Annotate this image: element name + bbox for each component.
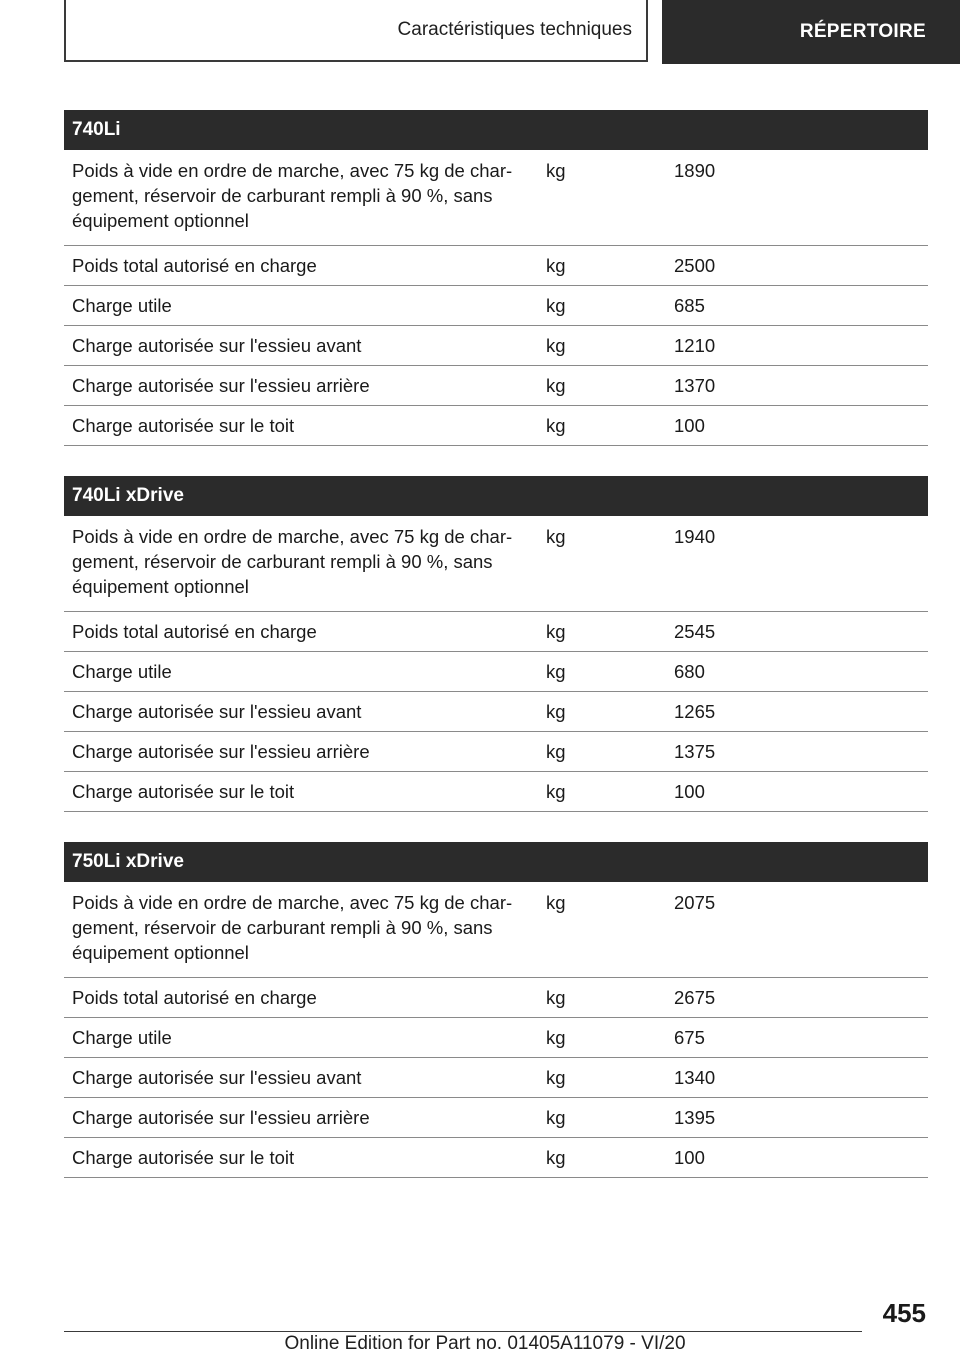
row-value: 100 [674, 415, 705, 436]
row-label: Poids à vide en ordre de marche, avec 75 kg de char-gement, réservoir de carburant rempli à 90 %, sans équipement optionnel [72, 892, 513, 963]
row-label: Charge utile [72, 1027, 172, 1048]
row-label: Charge autorisée sur l'essieu arrière [72, 741, 370, 762]
row-unit: kg [546, 1147, 566, 1168]
row-label: Poids à vide en ordre de marche, avec 75 kg de char-gement, réservoir de carburant rempli à 90 %, sans équipement optionnel [72, 160, 513, 231]
table-row [64, 882, 928, 978]
row-value: 1375 [674, 741, 716, 762]
table-row [64, 326, 928, 366]
row-unit: kg [546, 1067, 566, 1088]
row-unit: kg [546, 295, 566, 316]
section-title: Caractéristiques techniques [397, 19, 632, 40]
table-row [64, 246, 928, 286]
table-title: 740Li xDrive [64, 476, 928, 516]
row-value: 1940 [674, 526, 716, 547]
table-row [64, 692, 928, 732]
row-unit: kg [546, 526, 566, 547]
row-unit: kg [546, 621, 566, 642]
row-value: 1890 [674, 160, 716, 181]
row-label: Charge autorisée sur le toit [72, 415, 295, 436]
row-label: Charge autorisée sur le toit [72, 1147, 295, 1168]
row-unit: kg [546, 781, 566, 802]
table-row [64, 1098, 928, 1138]
row-unit: kg [546, 701, 566, 722]
row-value: 2075 [674, 892, 716, 913]
row-value: 1370 [674, 375, 716, 396]
row-label: Poids total autorisé en charge [72, 255, 317, 276]
row-value: 1210 [674, 335, 716, 356]
table-row [64, 772, 928, 812]
row-unit: kg [546, 1027, 566, 1048]
table-row [64, 978, 928, 1018]
spec-table-740li [64, 110, 928, 446]
row-unit: kg [546, 892, 566, 913]
row-value: 2545 [674, 621, 716, 642]
table-row [64, 1138, 928, 1178]
table-row [64, 286, 928, 326]
row-label: Poids total autorisé en charge [72, 621, 317, 642]
row-label: Charge autorisée sur l'essieu arrière [72, 375, 370, 396]
table-row [64, 612, 928, 652]
row-value: 100 [674, 1147, 705, 1168]
edition-footer[interactable]: Online Edition for Part no. 01405A11079 - VI/20 [284, 1333, 686, 1354]
table-row [64, 150, 928, 246]
row-value: 1265 [674, 701, 716, 722]
spec-tables [64, 110, 928, 1208]
row-value: 1395 [674, 1107, 716, 1128]
table-row [64, 1058, 928, 1098]
row-unit: kg [546, 160, 566, 181]
table-title: 740Li [64, 110, 928, 150]
row-label: Charge utile [72, 661, 172, 682]
chapter-title: RÉPERTOIRE [799, 21, 926, 42]
row-unit: kg [546, 415, 566, 436]
table-row [64, 1018, 928, 1058]
row-label: Charge autorisée sur l'essieu avant [72, 1067, 362, 1088]
table-title: 750Li xDrive [64, 842, 928, 882]
footer-divider [64, 1331, 862, 1332]
table-row [64, 406, 928, 446]
row-unit: kg [546, 335, 566, 356]
row-label: Charge autorisée sur l'essieu arrière [72, 1107, 370, 1128]
row-value: 100 [674, 781, 705, 802]
row-label: Charge autorisée sur le toit [72, 781, 295, 802]
row-unit: kg [546, 987, 566, 1008]
row-value: 2500 [674, 255, 716, 276]
row-label: Charge autorisée sur l'essieu avant [72, 701, 362, 722]
row-unit: kg [546, 375, 566, 396]
row-value: 675 [674, 1027, 705, 1048]
row-unit: kg [546, 661, 566, 682]
spec-table-740li-xdrive [64, 476, 928, 812]
spec-table-750li-xdrive [64, 842, 928, 1178]
table-row [64, 652, 928, 692]
row-value: 680 [674, 661, 705, 682]
section-tab[interactable] [64, 0, 648, 62]
row-label: Poids à vide en ordre de marche, avec 75 kg de char-gement, réservoir de carburant rempli à 90 %, sans équipement optionnel [72, 526, 513, 597]
table-row [64, 732, 928, 772]
chapter-tab[interactable] [662, 0, 960, 64]
row-label: Charge autorisée sur l'essieu avant [72, 335, 362, 356]
row-unit: kg [546, 1107, 566, 1128]
row-value: 2675 [674, 987, 716, 1008]
row-unit: kg [546, 255, 566, 276]
table-row [64, 366, 928, 406]
row-label: Poids total autorisé en charge [72, 987, 317, 1008]
page-number: 455 [882, 1298, 926, 1328]
row-label: Charge utile [72, 295, 172, 316]
row-value: 685 [674, 295, 705, 316]
table-row [64, 516, 928, 612]
row-value: 1340 [674, 1067, 716, 1088]
page-header [0, 0, 960, 66]
row-unit: kg [546, 741, 566, 762]
